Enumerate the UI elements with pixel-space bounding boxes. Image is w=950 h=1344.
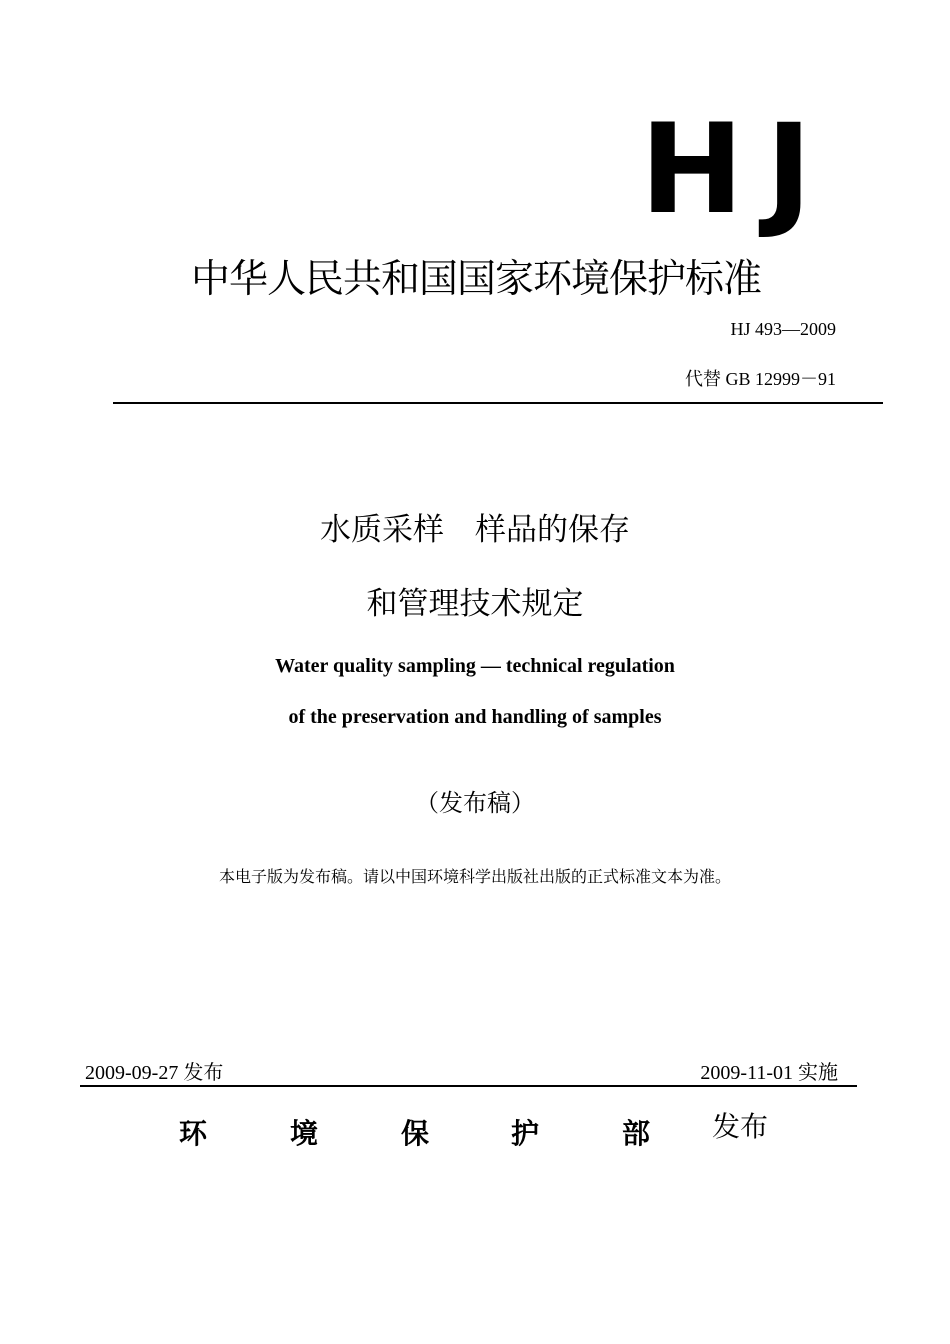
issuer-char: 环 [178,1117,207,1150]
footer-divider [80,1085,857,1087]
issuer-char: 护 [510,1117,539,1150]
issuer-char: 境 [289,1117,318,1150]
title-cn-line2: 和管理技术规定 [366,586,584,622]
draft-label: （发布稿） [415,789,535,817]
title-en-line1: Water quality sampling — technical regulation [275,655,675,677]
implementation-date: 2009-11-01 实施 [700,1062,838,1084]
issuer-char: 保 [400,1117,429,1150]
issuer-char: 部 [621,1117,650,1150]
standard-organization-title: 中华人民共和国国家环境保护标准 [190,257,761,302]
title-en-line2: of the preservation and handling of samples [288,706,662,728]
issuer-action: 发布 [712,1110,769,1143]
title-cn-line1: 水质采样 样品的保存 [320,512,630,548]
issue-date: 2009-09-27 发布 [85,1062,224,1084]
header-divider [113,402,883,404]
replaces-standard: 代替 GB 12999－91 [684,369,836,389]
notice-text: 本电子版为发布稿。请以中国环境科学出版社出版的正式标准文本为准。 [218,867,731,886]
standard-number: HJ 493—2009 [730,319,836,339]
hj-logo: HJ [640,98,834,242]
